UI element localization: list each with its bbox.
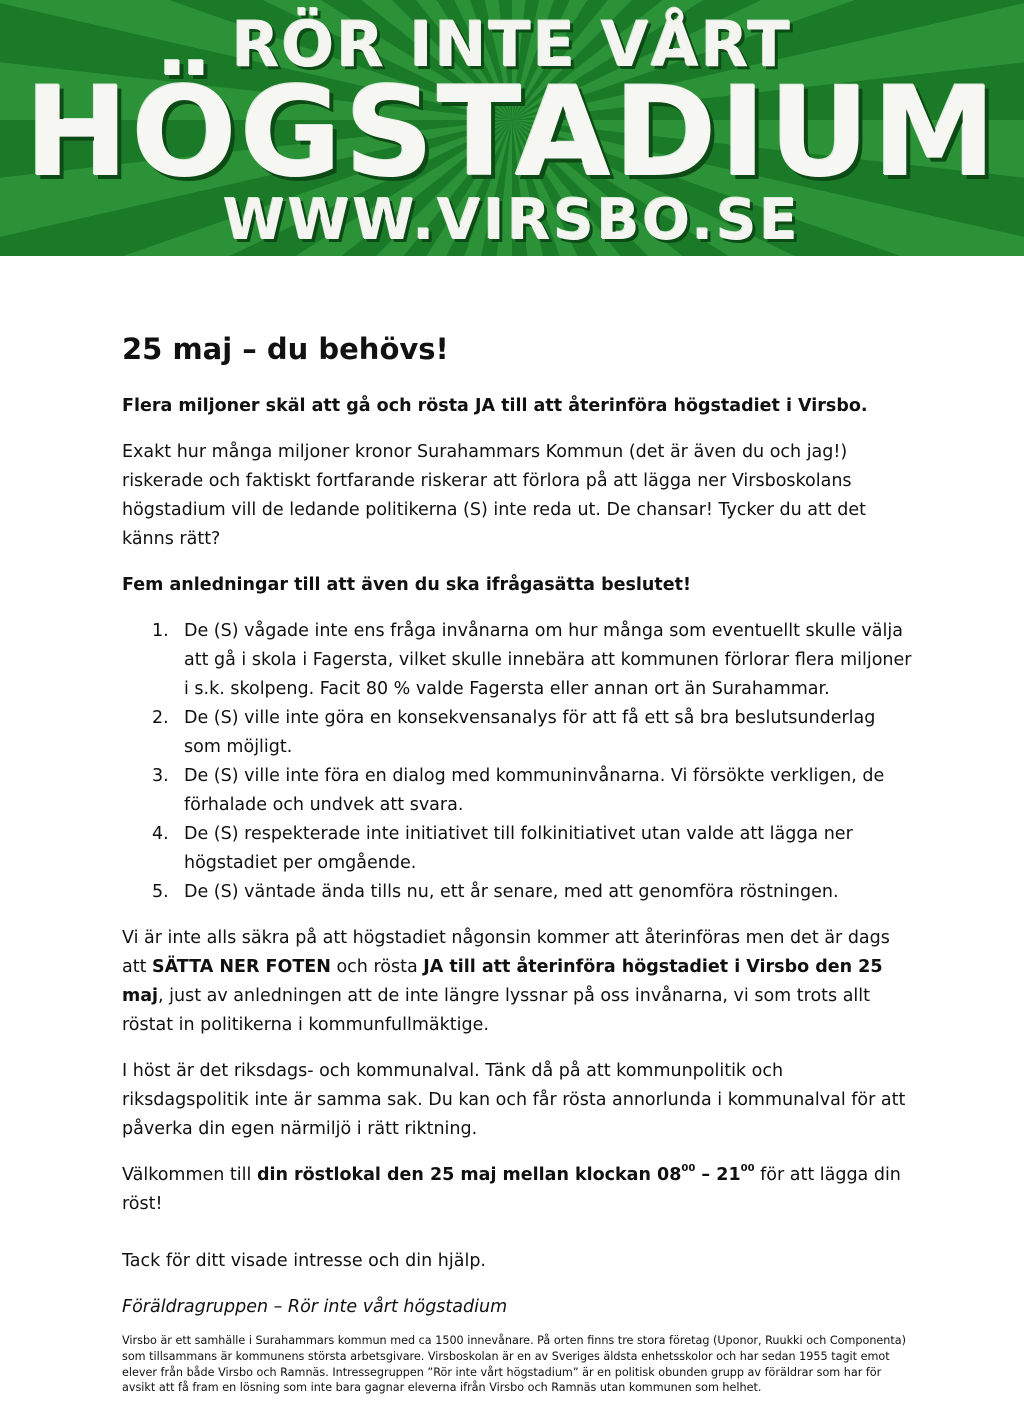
thanks-paragraph: Tack för ditt visade intresse och din hjälp. bbox=[122, 1251, 486, 1271]
welcome-time-start: din röstlokal den 25 maj mellan klockan 08 bbox=[256, 1165, 682, 1185]
reasons-list bbox=[122, 617, 912, 907]
welcome-time-start-minutes: 00 bbox=[681, 1163, 696, 1175]
vote-text-1: Vi är inte alls säkra på att högstadiet någonsin kommer att återinföras men det är dags att bbox=[122, 928, 890, 977]
reasons-heading: Fem anledningar till att även du ska ifrågasätta beslutet! bbox=[122, 575, 691, 595]
page-title: 25 maj – du behövs! bbox=[122, 332, 449, 366]
list-item bbox=[122, 820, 912, 878]
list-item-text: De (S) vågade inte ens fråga invånarna om hur många som eventuellt skulle välja att gå i skola i Fagersta, vilket skulle innebära att kommunen förlorar flera miljoner i s.k. skolpeng. Facit 80 % valde Fagersta eller annan ort än Surahammar. bbox=[184, 621, 912, 699]
banner-website-link[interactable]: WWW.VIRSBO.SE bbox=[223, 188, 801, 253]
vote-paragraph bbox=[122, 924, 912, 1040]
welcome-time-end: – 21 bbox=[695, 1165, 741, 1185]
welcome-text-1: Välkommen till bbox=[122, 1165, 257, 1185]
intro-paragraph: Exakt hur många miljoner kronor Surahammars Kommun (det är även du och jag!) riskerade och faktiskt fortfarande riskerar att förlora på att lägga ner Virsboskolans högstadium vill de ledande politikerna (S) inte reda ut. De chansar! Tycker du att det känns rätt? bbox=[122, 442, 866, 549]
welcome-time-end-minutes: 00 bbox=[740, 1163, 755, 1175]
vote-text-3: , just av anledningen att de inte längre lyssnar på oss invånarna, vi som trots allt röstat in politikerna i kommunfullmäktige. bbox=[122, 986, 871, 1035]
footer-note: Virsbo är ett samhälle i Surahammars kommun med ca 1500 innevånare. På orten finns tre stora företag (Uponor, Ruukki och Componenta) som tillsammans är kommunens största arbetsgivare. Virsboskolan är en av Sveriges äldsta enhetsskolor och har sedan 1955 tagit emot elever från både Virsbo och Ramnäs. Intressegruppen ”Rör inte vårt högstadium” är en politisk obunden grupp av föräldrar som har för avsikt att få fram en lösning som inte bara gagnar eleverna ifrån Virsbo och Ramnäs utan kommunen som helhet. bbox=[122, 1334, 907, 1395]
list-item-text: De (S) respekterade inte initiativet till folkinitiativet utan valde att lägga ner högstadiet per omgående. bbox=[184, 824, 853, 873]
list-item-number: 2. bbox=[152, 708, 169, 728]
list-item-number: 4. bbox=[152, 824, 169, 844]
vote-text-2: och rösta bbox=[330, 957, 424, 977]
list-item-text: De (S) väntade ända tills nu, ett år senare, med att genomföra röstningen. bbox=[184, 882, 839, 902]
letter-body bbox=[122, 328, 912, 1339]
list-item bbox=[122, 617, 912, 704]
welcome-paragraph bbox=[122, 1161, 912, 1219]
banner-headline-top: RÖR INTE VÅRT bbox=[231, 8, 793, 81]
list-item bbox=[122, 704, 912, 762]
banner-headline-main: HÖGSTADIUM bbox=[24, 61, 1000, 205]
list-item-text: De (S) ville inte föra en dialog med kommuninvånarna. Vi försökte verkligen, de förhalade och undvek att svara. bbox=[184, 766, 885, 815]
list-item-number: 5. bbox=[152, 882, 169, 902]
vote-emphasis-ja: JA till att återinföra högstadiet i Virsbo den 25 maj bbox=[122, 957, 883, 1006]
signature: Föräldragruppen – Rör inte vårt högstadium bbox=[122, 1297, 508, 1317]
lead-paragraph: Flera miljoner skäl att gå och rösta JA till att återinföra högstadiet i Virsbo. bbox=[122, 396, 868, 416]
welcome-text-2: för att lägga din röst! bbox=[122, 1165, 901, 1214]
header-banner bbox=[0, 0, 1024, 256]
list-item bbox=[122, 762, 912, 820]
list-item bbox=[122, 878, 912, 907]
list-item-number: 1. bbox=[152, 621, 169, 641]
election-paragraph: I höst är det riksdags- och kommunalval. Tänk då på att kommunpolitik och riksdagspolitik inte är samma sak. Du kan och får rösta annorlunda i kommunalval för att påverka din egen närmiljö i rätt riktning. bbox=[122, 1061, 906, 1139]
vote-emphasis-foot: SÄTTA NER FOTEN bbox=[152, 957, 331, 977]
list-item-number: 3. bbox=[152, 766, 169, 786]
list-item-text: De (S) ville inte göra en konsekvensanalys för att få ett så bra beslutsunderlag som möjligt. bbox=[184, 708, 876, 757]
